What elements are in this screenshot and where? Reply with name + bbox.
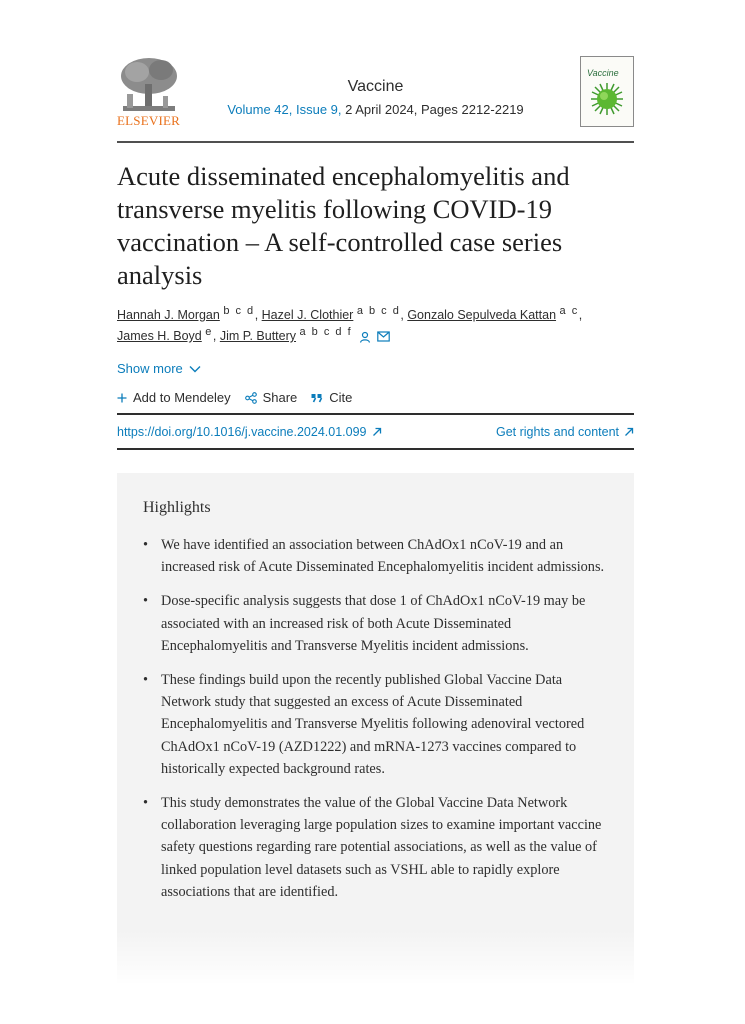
external-link-icon [624,427,634,437]
highlight-item: • These findings build upon the recently published Global Vaccine Data Network study that suggested an excess of Acute Disseminated Encephalomyelitis and Transverse Myelitis following adenoviral vectored ChAdOx1 nCoV-19 (AZD1222) and mRNA-1273 vaccines compared to historically expected background rates. [143,669,608,780]
cite-button[interactable] [311,390,352,405]
issue-date-pages: 2 April 2024, Pages 2212-2219 [341,102,524,117]
author-affiliations[interactable]: a b c d f [299,325,353,338]
rights-link[interactable] [496,425,634,439]
show-more-button[interactable] [117,361,201,376]
mendeley-label: Add to Mendeley [133,390,231,405]
author-3: Gonzalo Sepulveda Kattan a c, [407,304,583,322]
issue-link[interactable]: Volume 42, Issue 9, [227,102,342,117]
highlights-section [117,473,634,983]
doi-link[interactable] [117,425,382,439]
author-5 [219,325,390,343]
highlight-item: • We have identified an association between ChAdOx1 nCoV-19 and an increased risk of Acute Disseminated Encephalomyelitis incident admissions. [143,534,608,578]
author-affiliations[interactable]: e [205,325,213,338]
share-label: Share [262,390,298,405]
author-affiliations[interactable]: a c [559,304,579,317]
chevron-down-icon [189,365,201,373]
journal-info [207,78,544,117]
author-list [117,305,634,347]
article-title: Acute disseminated encephalomyelitis and transverse myelitis following COVID-19 vaccination – A self-controlled case series analysis [117,161,570,290]
journal-name[interactable]: Vaccine [347,78,404,95]
author-name[interactable]: Hannah J. Morgan [117,308,220,322]
author-affiliations[interactable]: b c d [223,304,255,317]
email-icon[interactable] [377,331,390,342]
add-to-mendeley-button[interactable] [117,390,231,405]
person-icon[interactable] [359,331,371,343]
article-actions [117,390,634,405]
external-link-icon [372,427,382,437]
show-more-label: Show more [117,361,183,376]
quote-icon [311,393,323,403]
highlights-title: Highlights [143,499,211,516]
plus-icon [117,393,127,403]
journal-cover[interactable] [580,56,634,127]
cite-label: Cite [329,390,353,405]
article-header [117,56,634,143]
author-affiliations[interactable]: a b c d [356,304,401,317]
article-page [117,56,634,450]
author-name[interactable]: Gonzalo Sepulveda Kattan [407,308,557,322]
rights-text: Get rights and content [496,424,619,439]
author-name[interactable]: Jim P. Buttery [219,329,297,343]
highlight-item: • This study demonstrates the value of the Global Vaccine Data Network collaboration leveraging large population sizes to examine important vaccine safety questions regarding rare potential associations, as well as the value of linked population level datasets such as VSHL able to rapidly explore associations that are identified. [143,792,608,903]
author-name[interactable]: Hazel J. Clothier [261,308,354,322]
share-button[interactable] [245,390,298,405]
share-icon [245,392,257,404]
doi-text: https://doi.org/10.1016/j.vaccine.2024.01.099 [117,424,367,439]
author-2: Hazel J. Clothier a b c d, [261,304,408,322]
highlight-item: • Dose-specific analysis suggests that dose 1 of ChAdOx1 nCoV-19 may be associated with an increased risk of both Acute Disseminated Encephalomyelitis and Transverse Myelitis incident admissions. [143,590,608,657]
virus-cover-icon [589,81,625,117]
doi-bar [117,413,634,450]
publisher-name: ELSEVIER [117,113,180,128]
author-1: Hannah J. Morgan b c d, [117,304,262,322]
issue-line [207,102,544,117]
highlights-list [143,534,608,903]
author-4: James H. Boyd e, [117,325,220,343]
author-name[interactable]: James H. Boyd [117,329,202,343]
cover-title: Vaccine [587,68,619,78]
